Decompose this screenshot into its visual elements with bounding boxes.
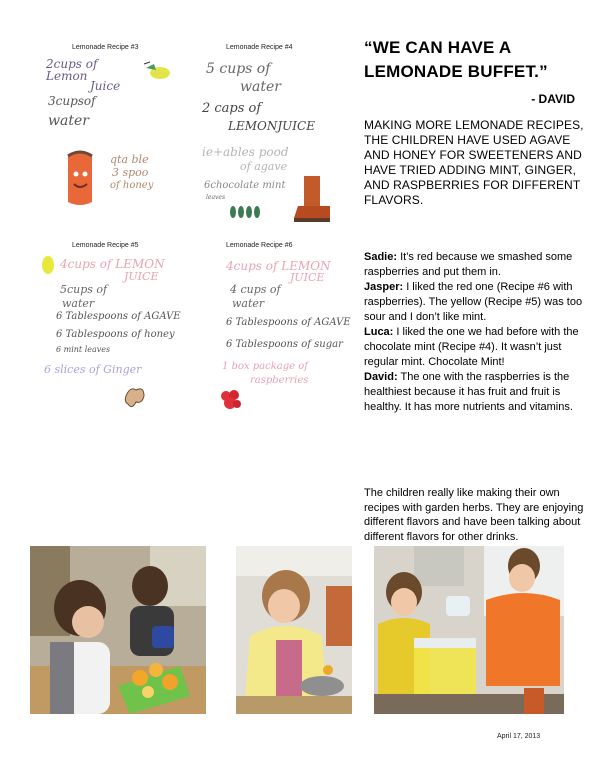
ginger-drawing-icon <box>122 382 148 412</box>
recipe-line: 6 mint leaves <box>56 345 111 354</box>
recipe-card-3 <box>40 40 190 230</box>
photo-children-cutting-lemons <box>30 546 206 714</box>
recipe-line: 6 slices of Ginger <box>44 363 142 376</box>
recipe-card-4 <box>200 40 350 230</box>
recipe-line: 4cups of LEMON <box>226 259 331 273</box>
recipe-line: 6 Tablespoons of honey <box>56 329 175 340</box>
boot-drawing-icon <box>290 172 334 226</box>
child-quote-text: The one with the raspberries is the healthiest because it has fruit and fruit is healthy. It has more nutrients and vitamins. <box>364 371 573 413</box>
child-name: Sadie: <box>364 251 398 263</box>
child-quote <box>364 325 586 370</box>
child-quotes <box>364 250 586 415</box>
recipe-line: water <box>48 113 89 129</box>
recipe-line: water <box>62 297 95 310</box>
recipe-title: Lemonade Recipe #6 <box>226 242 293 249</box>
pitcher-drawing-icon <box>60 146 100 208</box>
recipe-line: 1 box package of <box>222 361 308 372</box>
lemon-drawing-icon <box>40 254 56 276</box>
recipe-line: 2 caps of <box>202 101 262 116</box>
recipe-line: JUICE <box>124 270 159 283</box>
raspberry-drawing-icon <box>216 386 246 416</box>
child-quote-text: I liked the one we had before with the chocolate mint (Recipe #4). It wasn’t just regular mint. Chocolate Mint! <box>364 326 579 368</box>
child-quote <box>364 280 586 325</box>
recipe-line: 6 Tablespoons of sugar <box>226 339 343 350</box>
recipe-line: 4cups of LEMON <box>60 257 165 271</box>
recipe-title: Lemonade Recipe #4 <box>226 44 293 51</box>
recipe-card-6 <box>200 238 350 428</box>
recipe-line: Juice <box>90 79 121 93</box>
mint-leaves-drawing-icon <box>228 204 264 220</box>
recipe-line: leaves <box>206 194 226 201</box>
child-quote-text: I liked the red one (Recipe #6 with raspberries). The yellow (Recipe #5) was too sour and I don’t like mint. <box>364 281 583 323</box>
photo-child-juicing <box>236 546 352 714</box>
recipe-line: 6 Tablespoons of AGAVE <box>226 317 351 328</box>
lemon-drawing-icon <box>142 60 172 82</box>
headline-quote: “WE CAN HAVE A LEMONADE BUFFET.” <box>364 38 548 81</box>
recipe-line: of agave <box>240 160 288 173</box>
recipe-line: qta ble <box>110 153 149 166</box>
child-name: Jasper: <box>364 281 404 293</box>
closing-paragraph: The children really like making their own recipes with garden herbs. They are enjoying different flavors and have been talking about different flavors for other drinks. <box>364 487 584 543</box>
recipe-line: Lemon <box>46 69 88 83</box>
recipe-line: water <box>240 79 281 95</box>
recipe-line: 6 Tablespoons of AGAVE <box>56 311 181 322</box>
photo-child-pouring-lemonade <box>374 546 564 714</box>
recipe-title: Lemonade Recipe #3 <box>72 44 139 51</box>
child-quote <box>364 370 586 415</box>
recipe-line: 3cupsof <box>48 94 96 108</box>
recipe-line: water <box>232 297 265 310</box>
child-quote-text: It’s red because we smashed some raspberries and put them in. <box>364 251 573 278</box>
child-name: Luca: <box>364 326 394 338</box>
recipe-line: LEMONJUICE <box>228 119 315 133</box>
recipe-title: Lemonade Recipe #5 <box>72 242 139 249</box>
child-quote <box>364 250 586 280</box>
recipe-line: of honey <box>110 180 154 191</box>
intro-paragraph: MAKING MORE LEMONADE RECIPES, THE CHILDREN HAVE USED AGAVE AND HONEY FOR SWEETENERS AND HAVE TRIED ADDING MINT, GINGER, AND RASPBERRIES FOR DIFFERENT FLAVORS. <box>364 118 584 207</box>
recipe-line: 5 cups of <box>206 61 271 77</box>
recipe-line: ie+ables pood <box>202 145 289 159</box>
recipe-line: 4 cups of <box>230 283 281 296</box>
recipe-card-5 <box>40 238 190 428</box>
recipe-line: 3 spoo <box>112 166 149 179</box>
child-name: David: <box>364 371 398 383</box>
quote-attribution: - DAVID <box>531 92 575 106</box>
recipe-line: 5cups of <box>60 283 108 296</box>
recipe-line: 6chocolate mint <box>204 180 286 191</box>
recipe-line: JUICE <box>290 271 325 284</box>
recipe-line: 2cups of <box>46 57 98 71</box>
recipe-line: raspberries <box>250 375 309 386</box>
document-date: April 17, 2013 <box>497 733 541 740</box>
